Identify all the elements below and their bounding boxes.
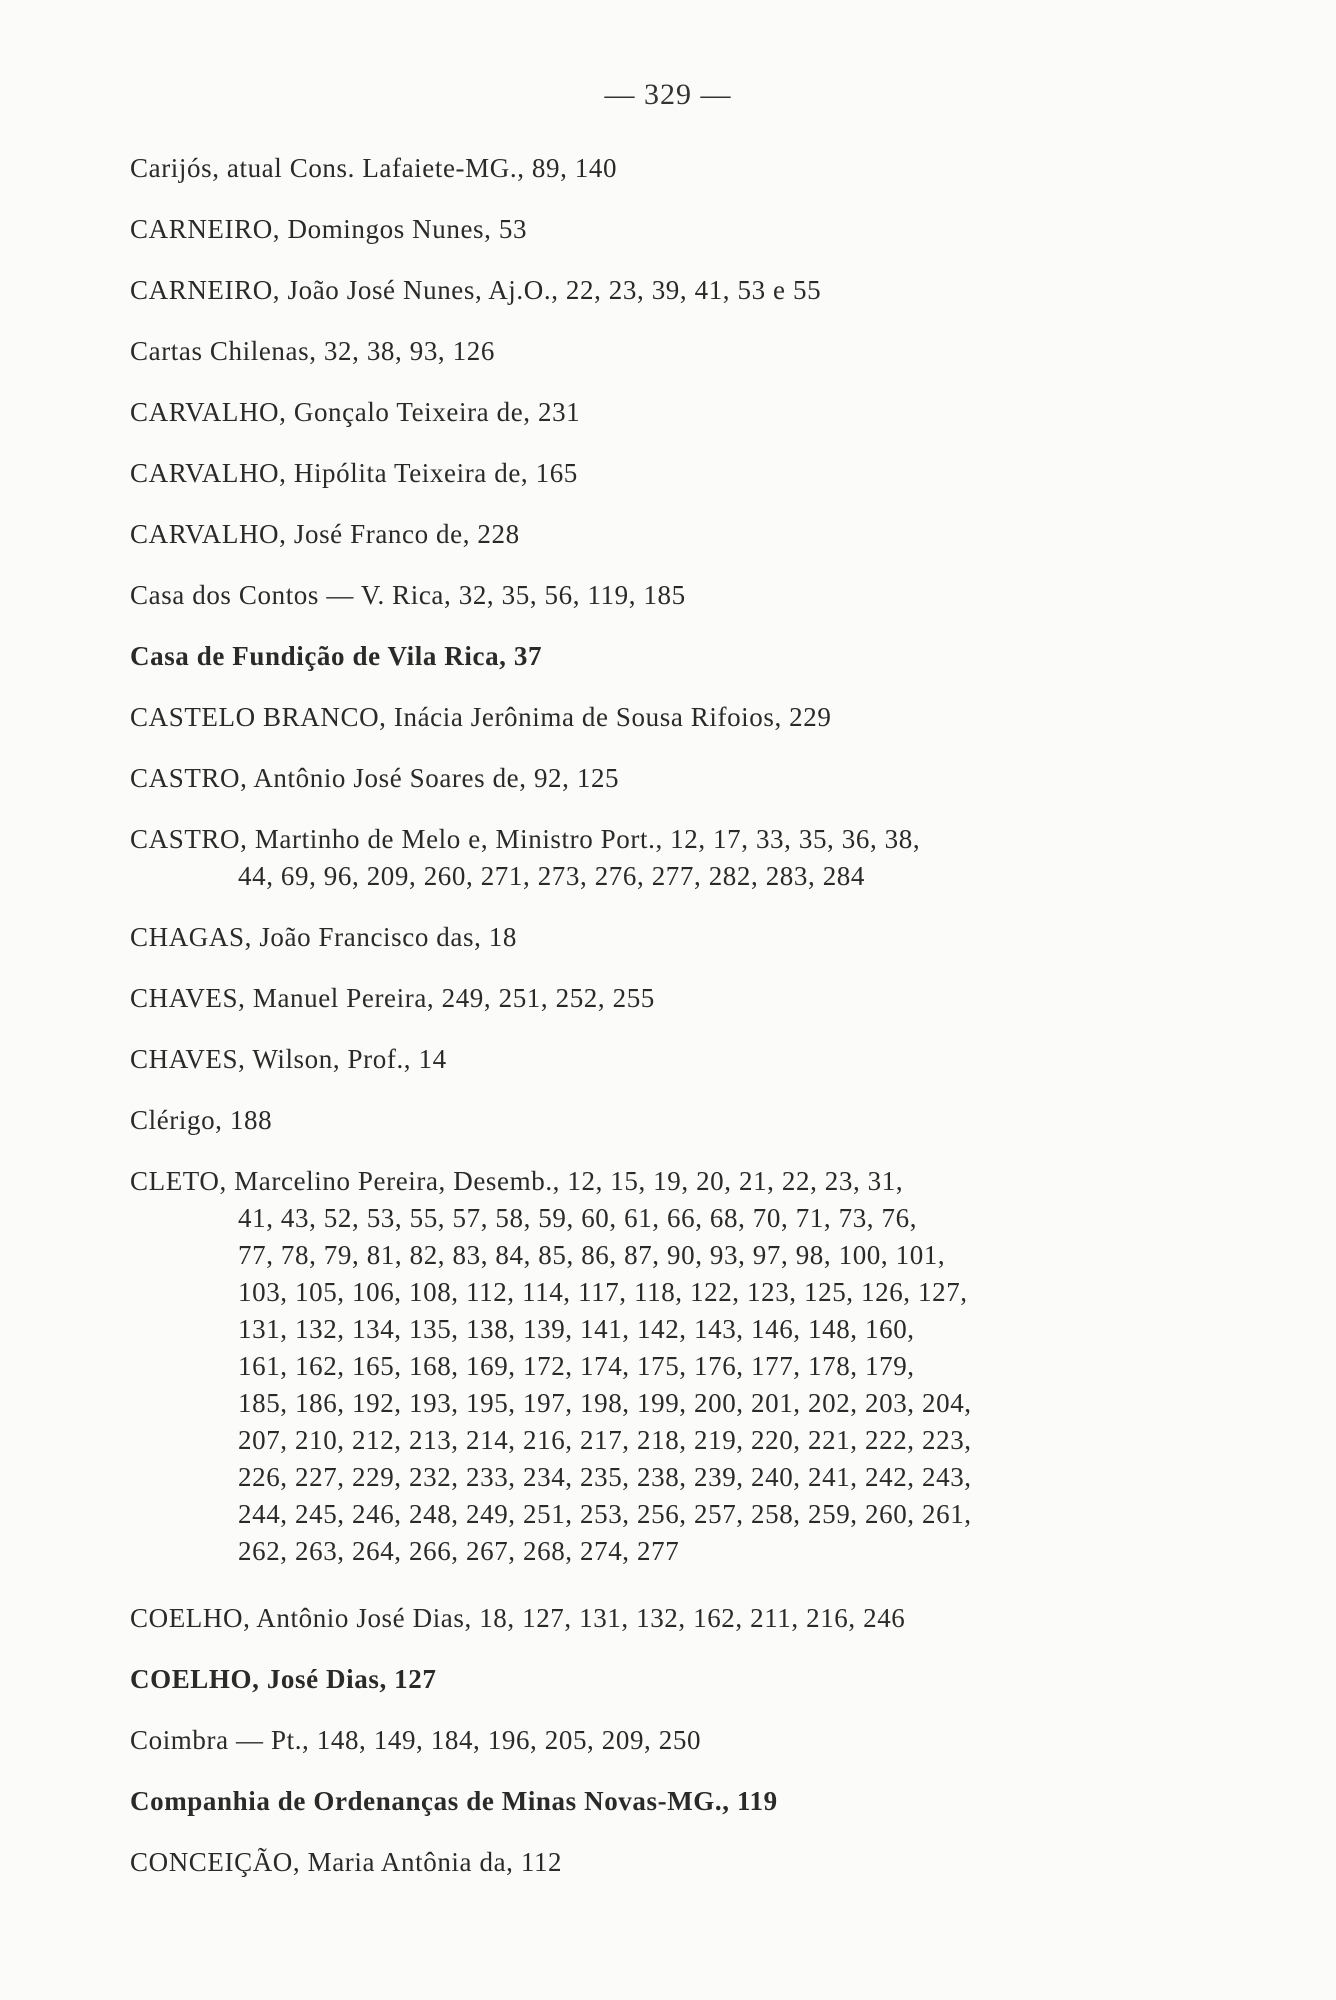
index-entry [130,211,1240,248]
index-entry [130,1783,1240,1820]
index-entry [130,638,1240,675]
entry-text: CASTRO, Martinho de Melo e, Ministro Port., 12, 17, 33, 35, 36, 38, [130,824,921,854]
entry-continuation: 244, 245, 246, 248, 249, 251, 253, 256, 257, 258, 259, 260, 261, [238,1499,972,1529]
index-entry [130,1041,1240,1078]
entry-text: CHAVES, Manuel Pereira, 249, 251, 252, 255 [130,983,655,1013]
index-entry [130,455,1240,492]
index-entry [130,150,1240,187]
entry-text: COELHO, Antônio José Dias, 18, 127, 131, 132, 162, 211, 216, 246 [130,1603,906,1633]
entry-continuation: 77, 78, 79, 81, 82, 83, 84, 85, 86, 87, 90, 93, 97, 98, 100, 101, [238,1240,946,1270]
index-entry [130,919,1240,956]
entry-continuation: 44, 69, 96, 209, 260, 271, 273, 276, 277, 282, 283, 284 [238,861,865,891]
index-entry [130,272,1240,309]
entry-text: CHAGAS, João Francisco das, 18 [130,922,517,952]
index-entry [130,980,1240,1017]
index-entry [130,1661,1240,1698]
entry-text: Casa dos Contos — V. Rica, 32, 35, 56, 119, 185 [130,580,686,610]
entry-continuation: 161, 162, 165, 168, 169, 172, 174, 175, 176, 177, 178, 179, [238,1351,915,1381]
index-entry [130,760,1240,797]
page-number: — 329 — [604,78,732,111]
entry-text: COELHO, José Dias, 127 [130,1664,437,1694]
entry-text: Casa de Fundição de Vila Rica, 37 [130,641,543,671]
entry-continuation: 207, 210, 212, 213, 214, 216, 217, 218, 219, 220, 221, 222, 223, [238,1425,972,1455]
entry-text: Coimbra — Pt., 148, 149, 184, 196, 205, 209, 250 [130,1725,702,1755]
entry-continuation: 131, 132, 134, 135, 138, 139, 141, 142, 143, 146, 148, 160, [238,1314,915,1344]
entry-text: CARNEIRO, Domingos Nunes, 53 [130,214,528,244]
entry-text: CARVALHO, Hipólita Teixeira de, 165 [130,458,578,488]
index-entry [130,821,1240,895]
entry-text: CARVALHO, José Franco de, 228 [130,519,520,549]
entry-text: Companhia de Ordenanças de Minas Novas-MG., 119 [130,1786,778,1816]
entry-text: CARNEIRO, João José Nunes, Aj.O., 22, 23, 39, 41, 53 e 55 [130,275,822,305]
index-entries [130,150,1240,1905]
index-entry [130,577,1240,614]
index-entry [130,394,1240,431]
entry-text: CASTELO BRANCO, Inácia Jerônima de Sousa Rifoios, 229 [130,702,832,732]
entry-text: Cartas Chilenas, 32, 38, 93, 126 [130,336,495,366]
entry-continuation: 262, 263, 264, 266, 267, 268, 274, 277 [238,1536,680,1566]
index-entry [130,1600,1240,1637]
index-entry [130,1163,1240,1570]
index-entry [130,1102,1240,1139]
entry-text: CLETO, Marcelino Pereira, Desemb., 12, 15, 19, 20, 21, 22, 23, 31, [130,1166,904,1196]
index-entry [130,1722,1240,1759]
entry-continuation: 41, 43, 52, 53, 55, 57, 58, 59, 60, 61, 66, 68, 70, 71, 73, 76, [238,1203,918,1233]
entry-continuation: 103, 105, 106, 108, 112, 114, 117, 118, 122, 123, 125, 126, 127, [238,1277,968,1307]
entry-text: CHAVES, Wilson, Prof., 14 [130,1044,447,1074]
entry-text: CASTRO, Antônio José Soares de, 92, 125 [130,763,620,793]
entry-text: CARVALHO, Gonçalo Teixeira de, 231 [130,397,581,427]
entry-text: Clérigo, 188 [130,1105,273,1135]
entry-continuation: 226, 227, 229, 232, 233, 234, 235, 238, 239, 240, 241, 242, 243, [238,1462,972,1492]
index-entry [130,333,1240,370]
entry-text: Carijós, atual Cons. Lafaiete-MG., 89, 140 [130,153,618,183]
entry-text: CONCEIÇÃO, Maria Antônia da, 112 [130,1847,563,1877]
index-entry [130,516,1240,553]
index-entry [130,1844,1240,1881]
index-entry [130,699,1240,736]
entry-continuation: 185, 186, 192, 193, 195, 197, 198, 199, 200, 201, 202, 203, 204, [238,1388,972,1418]
